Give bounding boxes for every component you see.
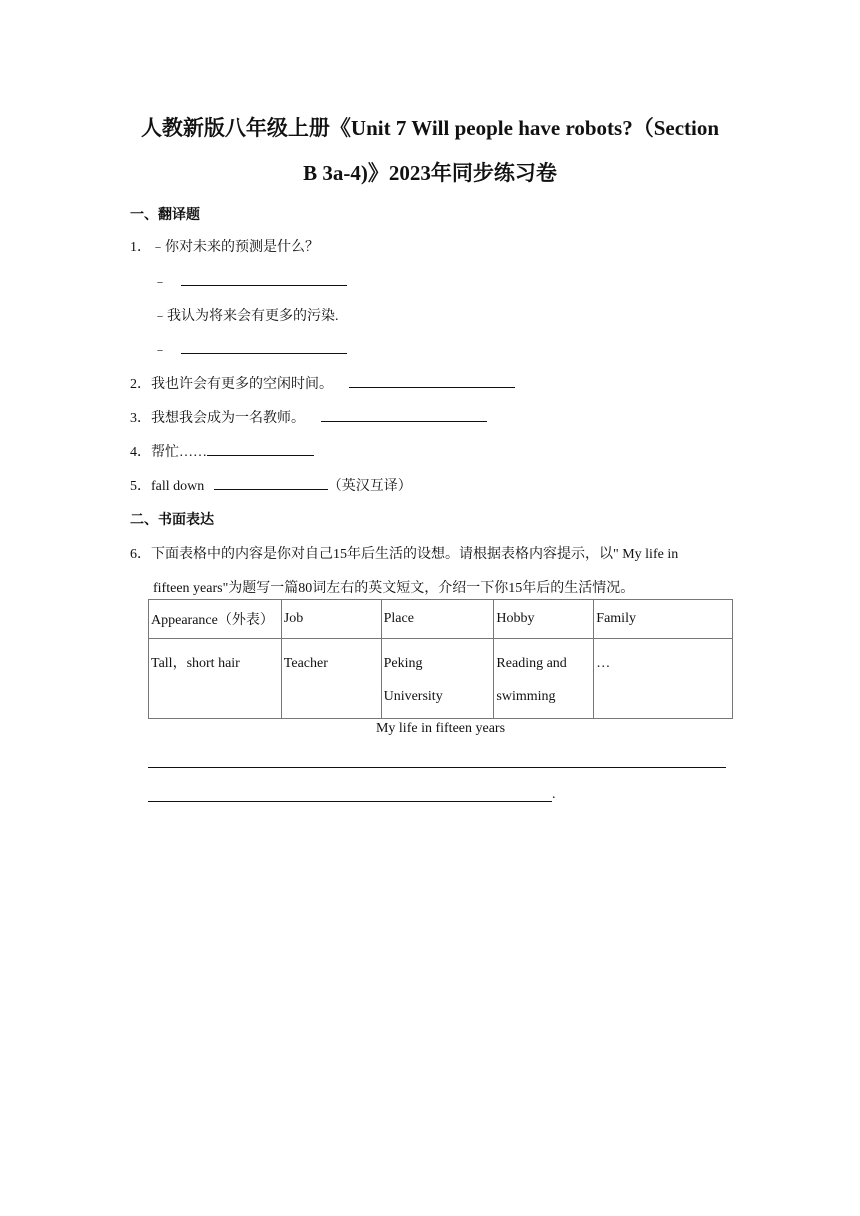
question-number: 3． [130,411,151,426]
header-hobby: Hobby [494,600,594,639]
question-6 [130,543,678,563]
question-hint: （英汉互译） [327,479,412,494]
answer-blank-1b[interactable] [181,339,347,354]
question-number: 1． [130,240,151,255]
header-family: Family [594,600,733,639]
question-number: 6． [130,547,151,562]
cell-appearance: Tall，short hair [149,639,282,719]
answer-blank-3[interactable] [321,407,487,422]
question-number: 5． [130,479,151,494]
answer-blank-1a[interactable] [181,271,347,286]
table-row [149,639,733,719]
question-text: 我想我会成为一名教师。 [151,411,305,426]
answer-row-1b [153,339,347,359]
question-2 [130,373,515,393]
essay-title: My life in fifteen years [375,721,506,736]
page-title-line-2: B 3a-4)》2023年同步练习卷 [303,161,557,185]
cell-place: Peking University [381,639,494,719]
dash: ﹣ [153,275,167,290]
question-number: 4． [130,445,151,460]
page-title-line-1: 人教新版八年级上册《Unit 7 Will people have robots?（Section [140,116,720,140]
section-heading-writing: 二、书面表达 [130,513,214,528]
question-text: 帮忙…… [151,445,207,460]
question-4 [130,441,314,461]
essay-period: . [552,787,556,802]
life-plan-table [148,599,733,719]
question-text: 下面表格中的内容是你对自己15年后生活的设想。请根据表格内容提示，以" My life in [151,547,679,562]
header-place: Place [381,600,494,639]
essay-writing-line-2[interactable] [148,801,552,802]
question-number: 2． [130,377,151,392]
question-prompt: ﹣你对未来的预测是什么？ [151,240,319,255]
header-job: Job [281,600,381,639]
dash: ﹣ [153,343,167,358]
question-1 [130,236,319,256]
answer-blank-4[interactable] [207,441,314,456]
header-appearance: Appearance（外表） [149,600,282,639]
question-text: fall down [151,479,205,494]
section-heading-translation: 一、翻译题 [130,208,200,223]
question-3 [130,407,487,427]
cell-family: … [594,639,733,719]
question-6-continued: fifteen years"为题写一篇80词左右的英文短文，介绍一下你15年后的生活情况。 [153,581,635,596]
answer-blank-5[interactable] [214,475,328,490]
essay-writing-line-1[interactable] [148,767,726,768]
table-header-row [149,600,733,639]
question-1-prompt-2: ﹣我认为将来会有更多的污染. [153,309,339,324]
answer-blank-2[interactable] [349,373,515,388]
question-text: 我也许会有更多的空闲时间。 [151,377,333,392]
question-5 [130,475,412,495]
cell-job: Teacher [281,639,381,719]
answer-row-1a [153,271,347,291]
cell-hobby: Reading and swimming [494,639,594,719]
